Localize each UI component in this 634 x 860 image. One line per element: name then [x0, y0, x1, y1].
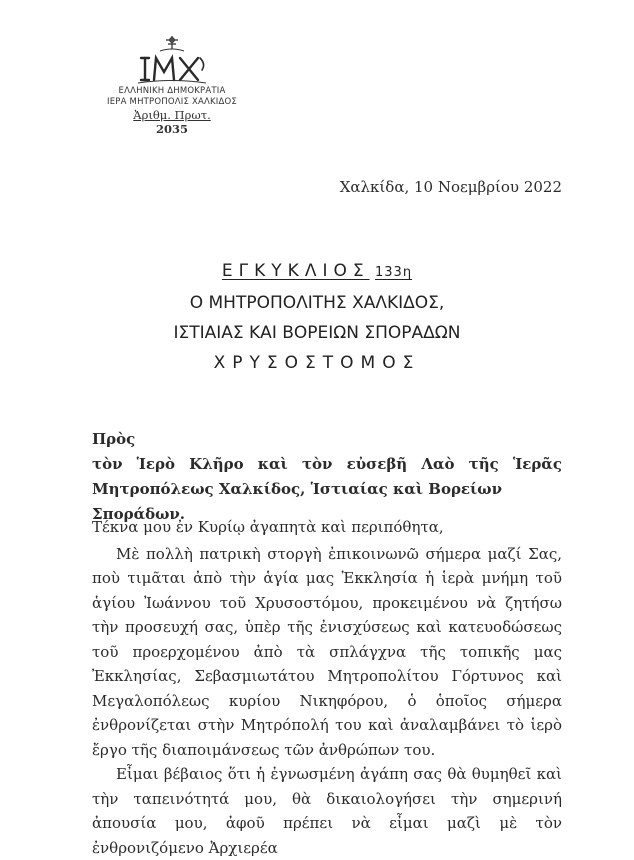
title-metropolitan: Ο ΜΗΤΡΟΠΟΛΙΤΗΣ ΧΑΛΚΙΔΟΣ, [189, 293, 445, 313]
title-name: ΧΡΥΣΟΣΤΟΜΟΣ [213, 353, 421, 373]
letter-body [92, 515, 562, 860]
title-encyclical-line [0, 256, 634, 288]
paragraph-2: Εἶμαι βέβαιος ὅτι ἡ ἐγνωσμένη ἀγάπη σας θὰ θυμηθεῖ καὶ τὴν ταπεινότητά μου, θὰ δικαιολογήσει τὴν σημερινή ἀπουσία μου, ἀφοῦ πρέπει νὰ εἶμαι μαζὶ μὲ τὸν ἐνθρονιζόμενο Ἀρχιερέα [92, 765, 562, 857]
letterhead [92, 34, 252, 136]
salutation: Τέκνα μου ἐν Κυρίῳ ἀγαπητὰ καὶ περιπόθητα, [92, 518, 444, 536]
title-metropolis-region: ΙΣΤΙΑΙΑΣ ΚΑΙ ΒΟΡΕΙΩΝ ΣΠΟΡΑΔΩΝ [173, 323, 461, 343]
document-date: Χαλκίδα, 10 Νοεμβρίου 2022 [339, 178, 562, 196]
protocol-label: Ἀριθμ. Πρωτ. [133, 108, 211, 122]
document-title [0, 256, 634, 378]
addressee-to: Πρὸς [92, 430, 136, 448]
addressee-block [92, 427, 562, 527]
title-encyclical: ΕΓΚΥΚΛΙΟΣ [221, 261, 370, 281]
addressee-line-2: Μητροπόλεως Χαλκίδος, Ἱστιαίας καὶ Βορείων Σποράδων. [92, 480, 502, 523]
title-encyclical-number: 133η [375, 265, 413, 280]
republic-label: ΕΛΛΗΝΙΚΗ ΔΗΜΟΚΡΑΤΙΑ [118, 86, 226, 96]
paragraph-1: Μὲ πολλὴ πατρικὴ στοργὴ ἐπικοινωνῶ σήμερα μαζί Σας, ποὺ τιμᾶται ἀπὸ τὴν ἁγία μας Ἐκκλησία ἡ ἱερὰ μνήμη τοῦ ἁγίου Ἰωάννου τοῦ Χρυσοστόμου, προκειμένου νὰ ζητήσω τὴν προσευχή σας, ὑπὲρ τῆς ἐνισχύσεως καὶ κατευοδώσεως τοῦ προερχομένου ἀπὸ τὰ σπλάγχνα τῆς τοπικῆς μας Ἐκκλησίας, Σεβασμιωτάτου Μητροπολίτου Γόρτυνος καὶ Μεγαλοπόλεως κυρίου Νικηφόρου, ὁ ὁποῖος σήμερα ἐνθρονίζεται στὴν Μητρόπολή του καὶ ἀναλαμβάνει τὸ ἱερὸ ἔργο τῆς διαποιμάνσεως τῶν ἀνθρώπων του. [92, 544, 562, 759]
church-cross-monogram-icon [130, 34, 214, 86]
metropolis-label: ΙΕΡΑ ΜΗΤΡΟΠΟΛΙΣ ΧΑΛΚΙΔΟΣ [107, 97, 237, 107]
protocol-number: 2035 [155, 122, 188, 136]
addressee-line-1: τὸν Ἱερὸ Κλῆρο καὶ τὸν εὐσεβῆ Λαὸ τῆς Ἱερᾶς [92, 455, 562, 473]
